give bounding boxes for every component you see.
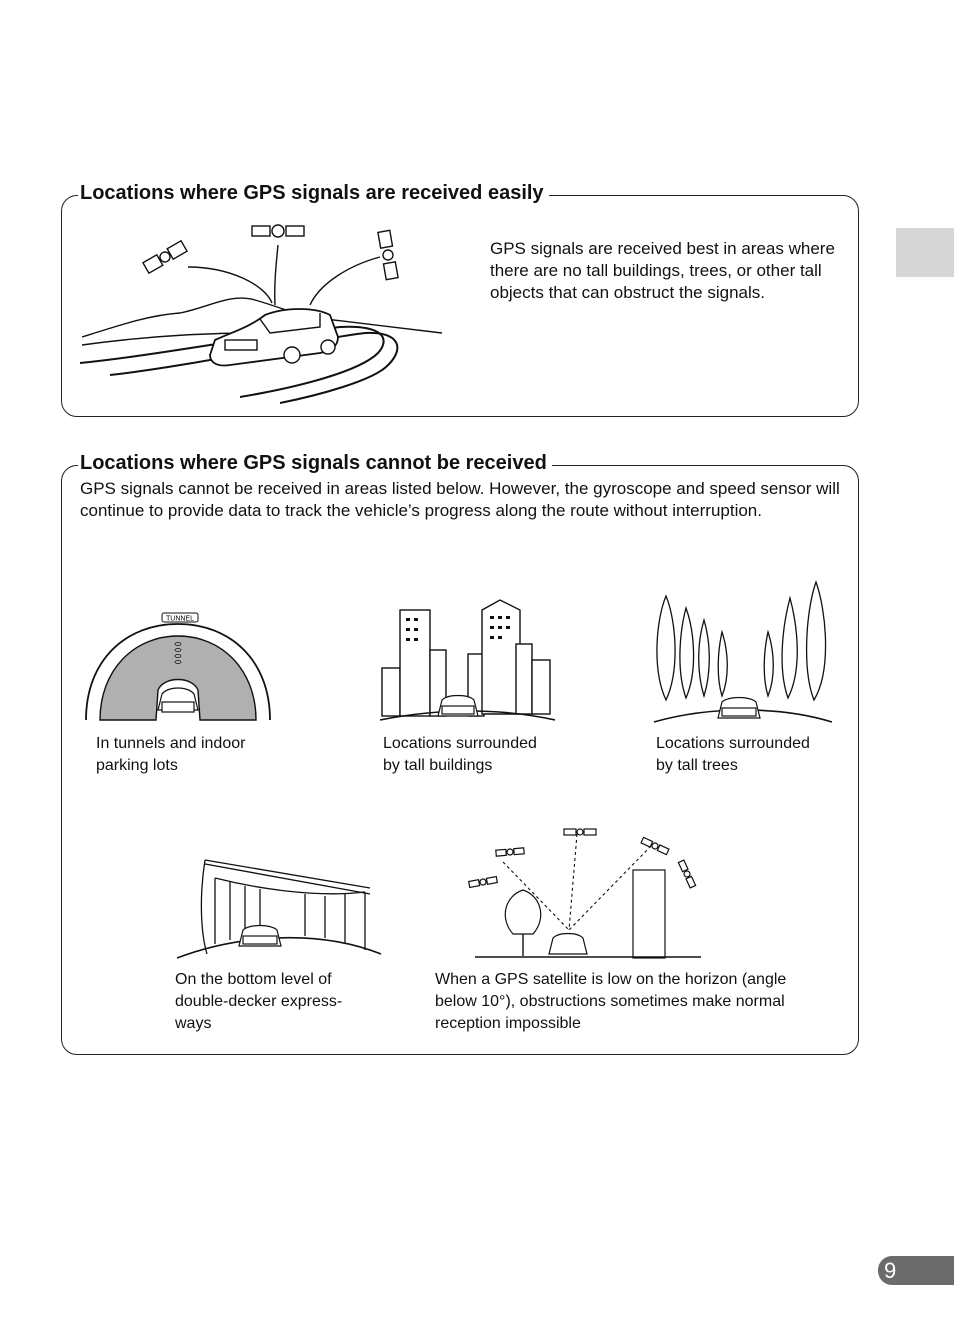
received-easily-text: GPS signals are received best in areas where there are no tall buildings, trees, or other tall objects that can obstruct the signals. <box>490 239 835 302</box>
caption-tall-buildings: Locations surrounded by tall buildings <box>383 735 537 774</box>
caption-tunnels: In tunnels and indoor parking lots <box>96 735 246 774</box>
tunnel-illustration <box>82 610 274 722</box>
page-number: 9 <box>878 1256 954 1285</box>
tall-trees-illustration <box>650 580 835 725</box>
cannot-receive-heading: Locations where GPS signals cannot be received <box>78 451 552 475</box>
double-decker-expressway-illustration <box>175 858 385 960</box>
chapter-side-tab <box>896 228 954 277</box>
open-road-illustration <box>80 215 450 405</box>
caption-low-satellite: When a GPS satellite is low on the horizon (angle below 10°), obstructions sometimes make normal reception impossible <box>435 971 787 1032</box>
tall-buildings-illustration <box>380 596 555 726</box>
caption-tall-trees: Locations surrounded by tall trees <box>656 735 810 774</box>
caption-double-decker: On the bottom level of double-decker express- ways <box>175 971 343 1032</box>
low-satellite-illustration <box>465 822 705 962</box>
cannot-receive-text: GPS signals cannot be received in areas listed below. However, the gyroscope and speed sensor will continue to provide data to track the vehicle’s progress along the route without interruption. <box>80 479 840 520</box>
tunnel-sign-text: TUNNEL <box>165 615 195 623</box>
received-easily-heading: Locations where GPS signals are received easily <box>78 181 549 205</box>
